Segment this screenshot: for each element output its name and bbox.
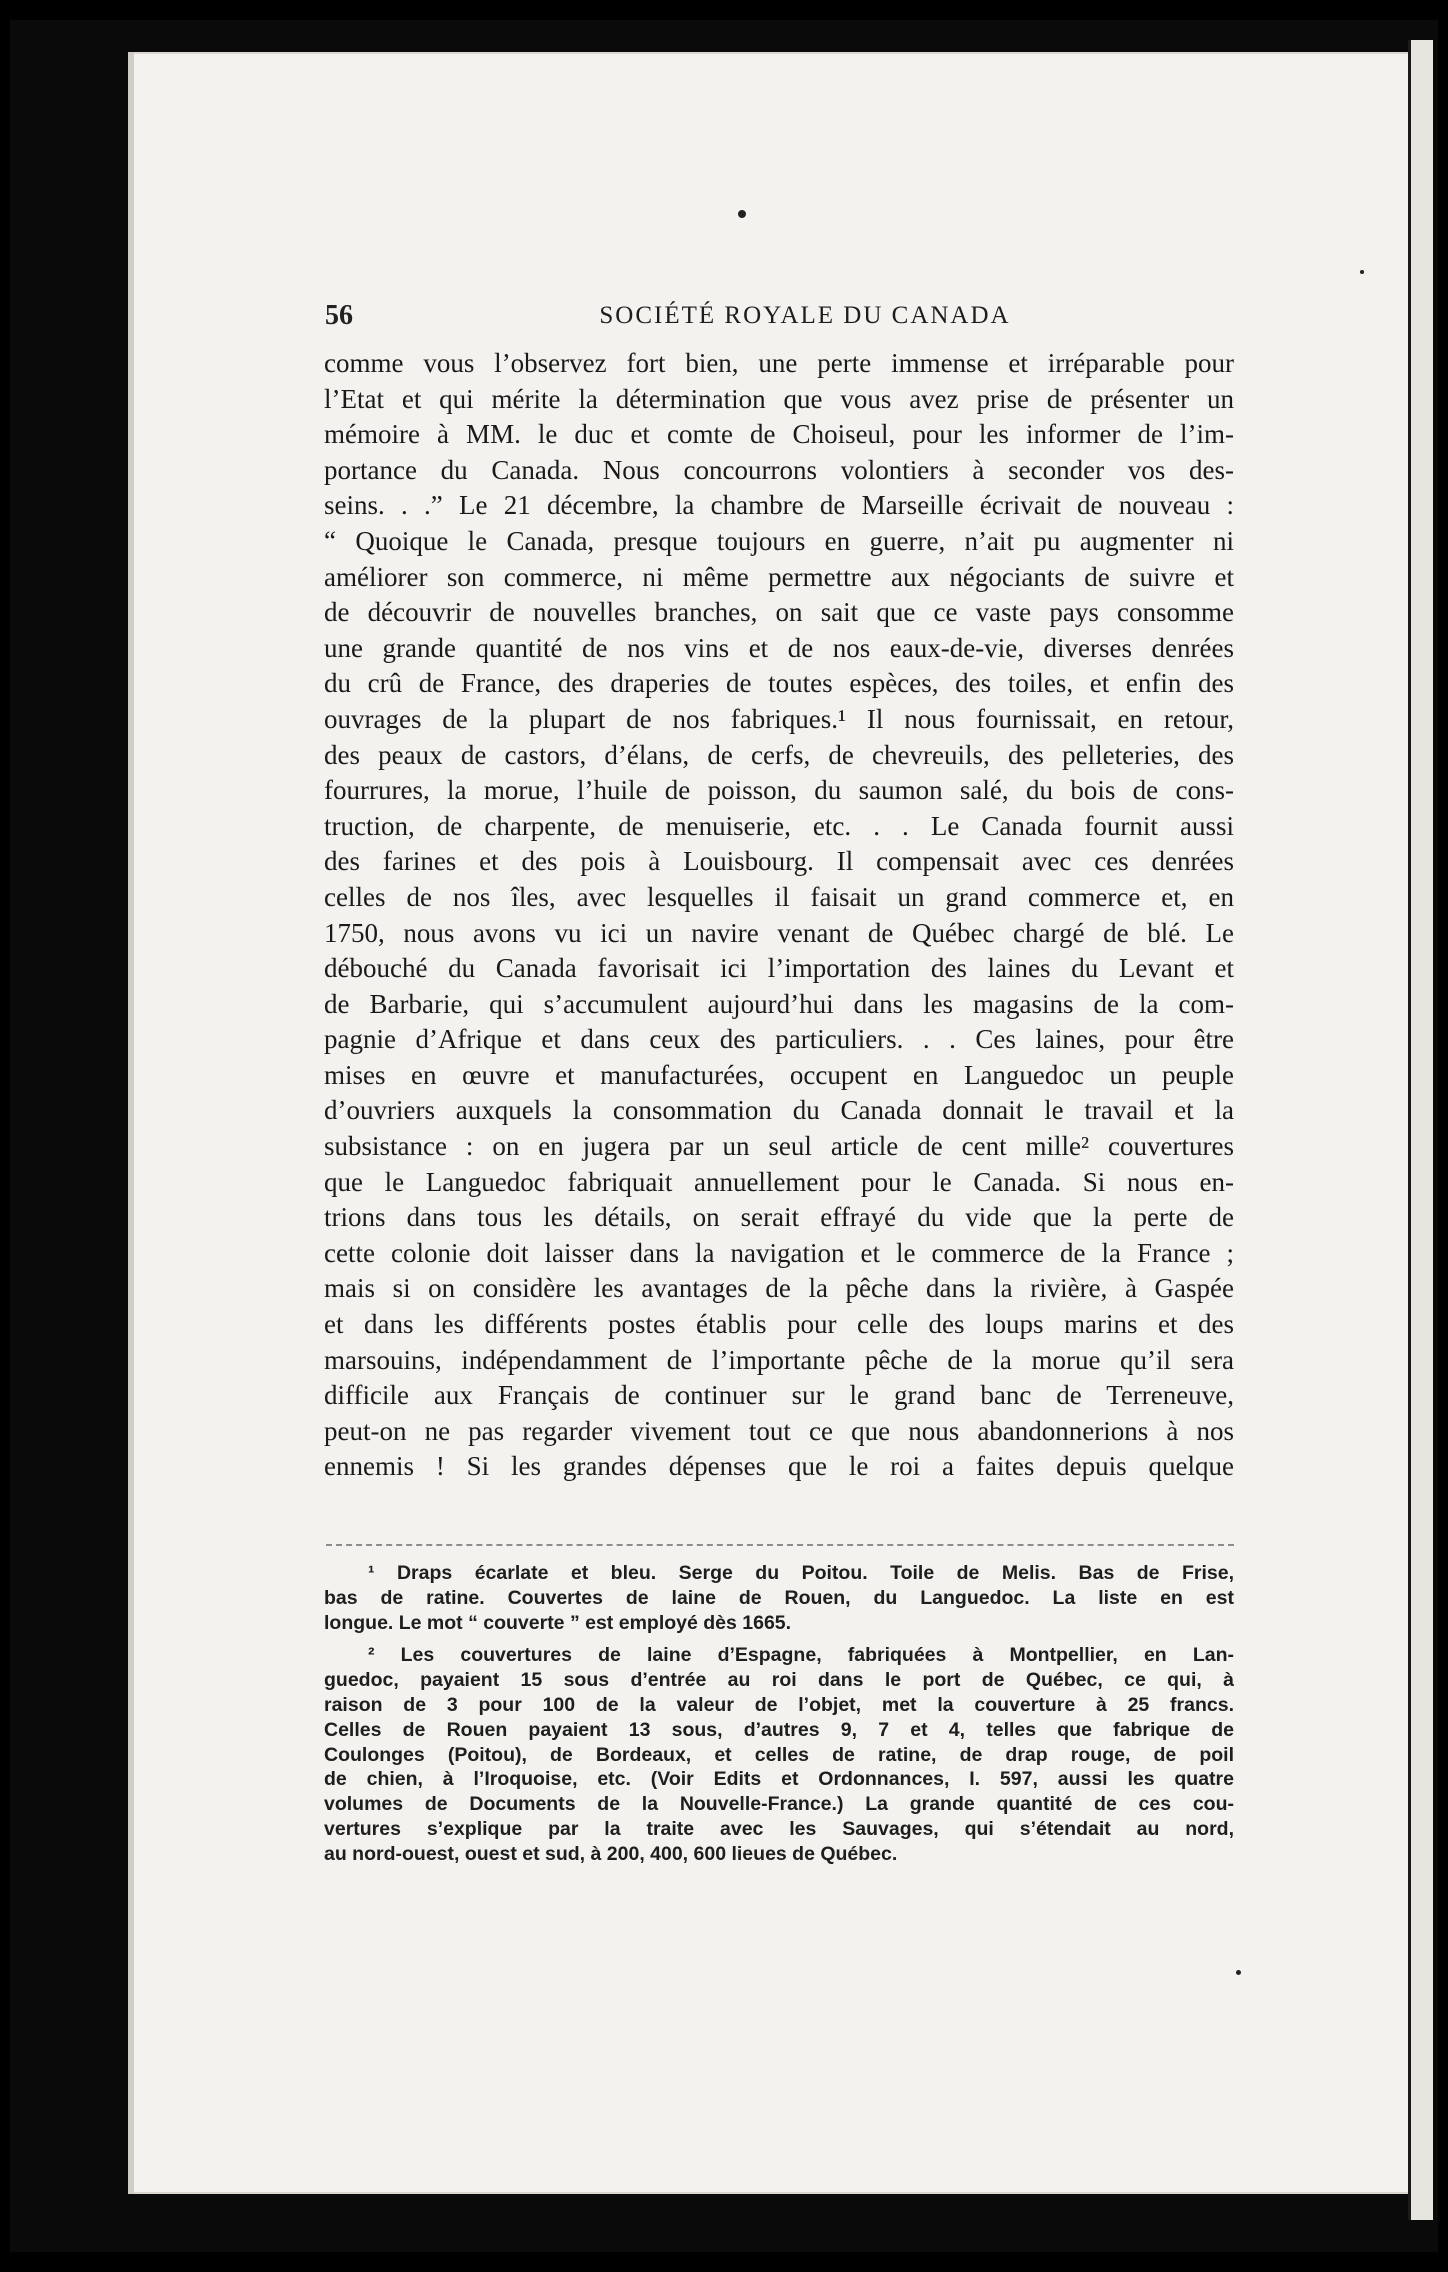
body-line: comme vous l’observez fort bien, une perte immense et irréparable pour — [324, 348, 1234, 378]
body-line: de Barbarie, qui s’accumulent aujourd’hui dans les magasins de la com- — [324, 988, 1234, 1019]
body-line: d’ouvriers auxquels la consommation du Canada donnait le travail et la — [324, 1095, 1234, 1126]
body-line: ennemis ! Si les grandes dépenses que le roi a faites depuis quelque — [324, 1451, 1234, 1482]
body-line: mais si on considère les avantages de la pêche dans la rivière, à Gaspée — [324, 1273, 1234, 1304]
body-line: de découvrir de nouvelles branches, on sait que ce vaste pays consomme — [324, 597, 1234, 628]
speck-mark — [1360, 270, 1364, 274]
body-line: mises en œuvre et manufacturées, occupent en Languedoc un peuple — [324, 1059, 1234, 1090]
footnote-line: Celles de Rouen payaient 13 sous, d’autres 9, 7 et 4, telles que fabrique de — [324, 1718, 1234, 1741]
body-line: une grande quantité de nos vins et de nos eaux-de-vie, diverses denrées — [324, 632, 1234, 663]
body-line: pagnie d’Afrique et dans ceux des particuliers. . . Ces laines, pour être — [324, 1024, 1234, 1055]
footnote-line: bas de ratine. Couvertes de laine de Rouen, du Languedoc. La liste en est — [324, 1586, 1234, 1609]
body-line: améliorer son commerce, ni même permettre aux négociants de suivre et — [324, 561, 1234, 592]
body-line: cette colonie doit laisser dans la navigation et le commerce de la France ; — [324, 1237, 1234, 1268]
footnote-line: ¹ Draps écarlate et bleu. Serge du Poitou. Toile de Melis. Bas de Frise, — [368, 1562, 1234, 1584]
footnote-line: longue. Le mot “ couverte ” est employé dès 1665. — [324, 1611, 792, 1634]
body-line: difficile aux Français de continuer sur le grand banc de Terreneuve, — [324, 1380, 1234, 1411]
footnote — [324, 1643, 1234, 1866]
page-header — [325, 300, 1285, 340]
body-line: et dans les différents postes établis pour celle des loups marins et des — [324, 1309, 1234, 1340]
body-line: 1750, nous avons vu ici un navire venant de Québec chargé de blé. Le — [324, 917, 1234, 948]
body-line: ouvrages de la plupart de nos fabriques.¹ Il nous fournissait, en retour, — [324, 703, 1234, 734]
footnote-line: guedoc, payaient 15 sous d’entrée au roi dans le port de Québec, ce qui, à — [324, 1669, 1234, 1692]
page-gutter-edge — [128, 52, 134, 2194]
body-line: l’Etat et qui mérite la détermination que vous avez prise de présenter un — [324, 383, 1234, 414]
body-line: débouché du Canada favorisait ici l’importation des laines du Levant et — [324, 953, 1234, 984]
body-line: truction, de charpente, de menuiserie, etc. . . Le Canada fournit aussi — [324, 810, 1234, 841]
footnote-line: ² Les couvertures de laine d’Espagne, fabriquées à Montpellier, en Lan- — [368, 1644, 1234, 1667]
speck-mark — [1236, 1970, 1241, 1975]
body-line: marsouins, indépendamment de l’importante pêche de la morue qu’il sera — [324, 1344, 1234, 1375]
body-line: des peaux de castors, d’élans, de cerfs, de chevreuils, des pelleteries, des — [324, 739, 1234, 770]
body-line: mémoire à MM. le duc et comte de Choiseul, pour les informer de l’im- — [324, 419, 1234, 450]
footnote-line: Coulonges (Poitou), de Bordeaux, et celles de ratine, de drap rouge, de poil — [324, 1743, 1234, 1766]
footnote-line: au nord-ouest, ouest et sud, à 200, 400, 600 lieues de Québec. — [324, 1842, 898, 1865]
body-line: fourrures, la morue, l’huile de poisson, du saumon salé, du bois de cons- — [324, 775, 1234, 806]
speck-mark — [738, 210, 746, 218]
footnote-line: vertures s’explique par la traite avec les Sauvages, qui s’étendait au nord, — [324, 1817, 1234, 1840]
body-line: portance du Canada. Nous concourrons volontiers à seconder vos des- — [324, 454, 1234, 485]
body-line: seins. . .” Le 21 décembre, la chambre de Marseille écrivait de nouveau : — [324, 490, 1234, 521]
body-line: subsistance : on en jugera par un seul article de cent mille² couvertures — [324, 1131, 1234, 1162]
footnote-line: de chien, à l’Iroquoise, etc. (Voir Edits et Ordonnances, I. 597, aussi les quatre — [324, 1768, 1234, 1791]
body-line: peut-on ne pas regarder vivement tout ce que nous abandonnerions à nos — [324, 1415, 1234, 1446]
body-text — [324, 346, 1234, 1485]
running-head: SOCIÉTÉ ROYALE DU CANADA — [599, 302, 1011, 329]
page-number: 56 — [325, 300, 353, 331]
body-line: du crû de France, des draperies de toutes espèces, des toiles, et enfin des — [324, 668, 1234, 699]
facing-page-edge — [1408, 40, 1433, 2220]
footnotes — [324, 1561, 1234, 1875]
body-line: celles de nos îles, avec lesquelles il faisait un grand commerce et, en — [324, 881, 1234, 912]
body-line: que le Languedoc fabriquait annuellement pour le Canada. Si nous en- — [324, 1166, 1234, 1197]
body-line: des farines et des pois à Louisbourg. Il compensait avec ces denrées — [324, 846, 1234, 877]
body-line: trions dans tous les détails, on serait effrayé du vide que la perte de — [324, 1202, 1234, 1233]
footnote-line: volumes de Documents de la Nouvelle-France.) La grande quantité de ces cou- — [324, 1793, 1234, 1816]
footnote-rule — [326, 1544, 1234, 1546]
footnote-line: raison de 3 pour 100 de la valeur de l’objet, met la couverture à 25 francs. — [324, 1693, 1234, 1716]
body-line: “ Quoique le Canada, presque toujours en guerre, n’ait pu augmenter ni — [324, 525, 1234, 556]
footnote — [324, 1561, 1234, 1635]
